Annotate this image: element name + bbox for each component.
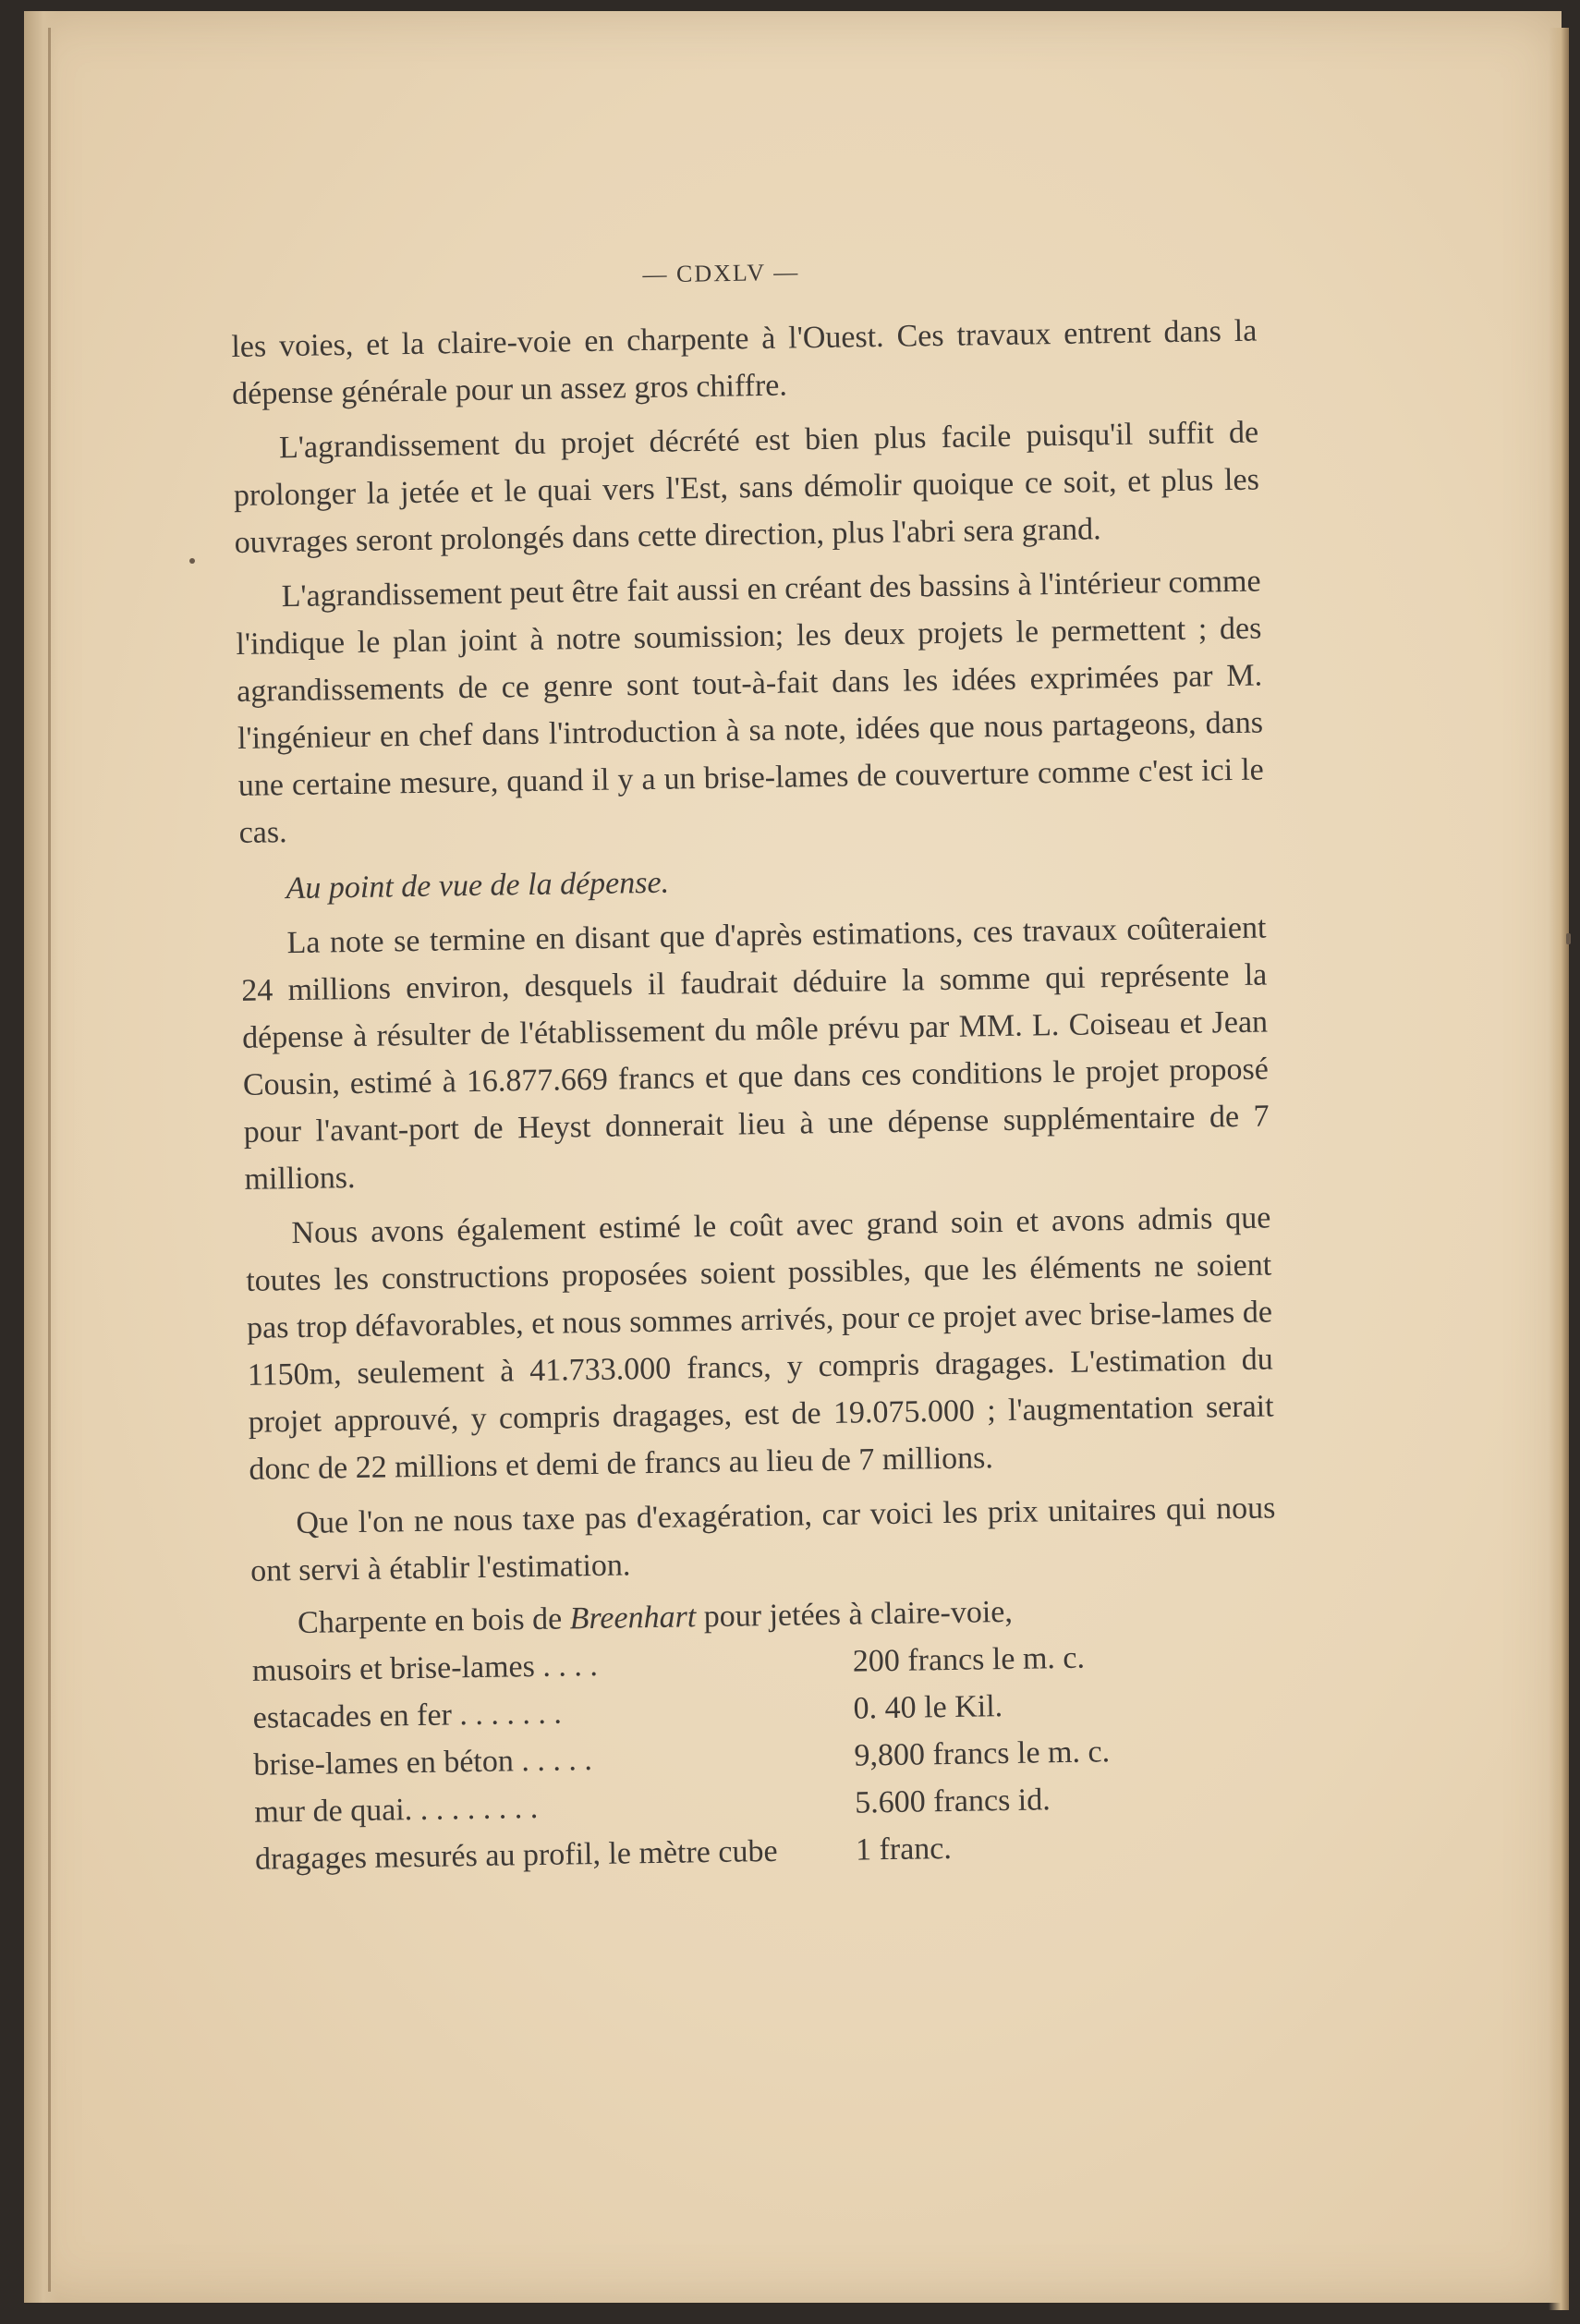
price-value: 1 franc. bbox=[855, 1831, 953, 1868]
paragraph-2: L'agrandissement du projet décrété est bien plus facile puisqu'il suffit de prolonger la jetée et le quai vers l'Est, sans démolir quoique ce soit, et plus les ouvrages seront prolongés dans cette direction, plus l'abri sera grand. bbox=[233, 415, 1260, 560]
page-edge bbox=[1549, 28, 1569, 2310]
section-heading: Au point de vue de la dépense. bbox=[286, 865, 670, 906]
paragraph-4: La note se termine en disant que d'après estimations, ces travaux coûteraient 24 millions environ, desquels il faudrait déduire la somme qui représente la dépense à résulter de l'établissement du môle prévu par MM. L. Coiseau et Jean Cousin, estimé à 16.877.669 francs et que dans ces conditions le projet proposé pour l'avant-port de Heyst donnerait lieu à une dépense supplémentaire de 7 millions. bbox=[241, 910, 1270, 1197]
paragraph-1: les voies, et la claire-voie en charpente à l'Ouest. Ces travaux entrent dans la dépense générale pour un assez gros chiffre. bbox=[231, 313, 1258, 411]
paragraph-5: Nous avons également estimé le coût avec grand soin et avons admis que toutes les constructions proposées soient possibles, que les éléments ne soient pas trop défavorables, et nous sommes arrivés, pour ce projet avec brise-lames de 1150m, seulement à 41.733.000 francs, y compris dragages. L'estimation du projet approuvé, y compris dragages, est de 19.075.000 ; l'augmentation serait donc de 22 millions et demi de francs au lieu de 7 millions. bbox=[245, 1200, 1274, 1487]
ink-speck bbox=[1566, 933, 1571, 944]
price-value: 9,800 francs le m. c. bbox=[854, 1734, 1111, 1773]
price-item: mur de quai. . . . . . . . . bbox=[254, 1790, 539, 1830]
price-item: musoirs et brise-lames . . . . bbox=[251, 1648, 599, 1688]
price-intro-after: pour jetées à claire-voie, bbox=[695, 1594, 1014, 1635]
binding-gutter bbox=[24, 11, 59, 2303]
body-text bbox=[231, 308, 1281, 1883]
ink-speck bbox=[189, 558, 195, 564]
paragraph-3: L'agrandissement peut être fait aussi en créant des bassins à l'intérieur comme l'indique le plan joint à notre soumission; les deux projets le permettent ; des agrandissements de ce genre sont tout-à-fait dans les idées exprimées par M. l'ingénieur en chef dans l'introduction à sa note, idées que nous partageons, dans une certaine mesure, quand il y a un brise-lames de couverture comme c'est ici le cas. bbox=[236, 564, 1265, 850]
page-folio: — CDXLV — bbox=[642, 258, 800, 288]
spine-shadow bbox=[48, 28, 51, 2292]
price-intro-before: Charpente en bois de bbox=[297, 1601, 570, 1641]
price-item: estacades en fer . . . . . . . bbox=[252, 1696, 563, 1735]
price-item: brise-lames en béton . . . . . bbox=[253, 1743, 593, 1783]
price-value: 200 francs le m. c. bbox=[852, 1640, 1086, 1679]
price-table bbox=[252, 1631, 1282, 1882]
price-value: 5.600 francs id. bbox=[854, 1783, 1051, 1820]
paragraph-6: Que l'on ne nous taxe pas d'exagération, car voici les prix unitaires qui nous ont servi à établir l'estimation. bbox=[249, 1491, 1276, 1588]
price-intro-italic: Breenhart bbox=[569, 1600, 697, 1637]
price-item: dragages mesurés au profil, le mètre cube bbox=[254, 1833, 778, 1877]
price-value: 0. 40 le Kil. bbox=[853, 1689, 1003, 1726]
